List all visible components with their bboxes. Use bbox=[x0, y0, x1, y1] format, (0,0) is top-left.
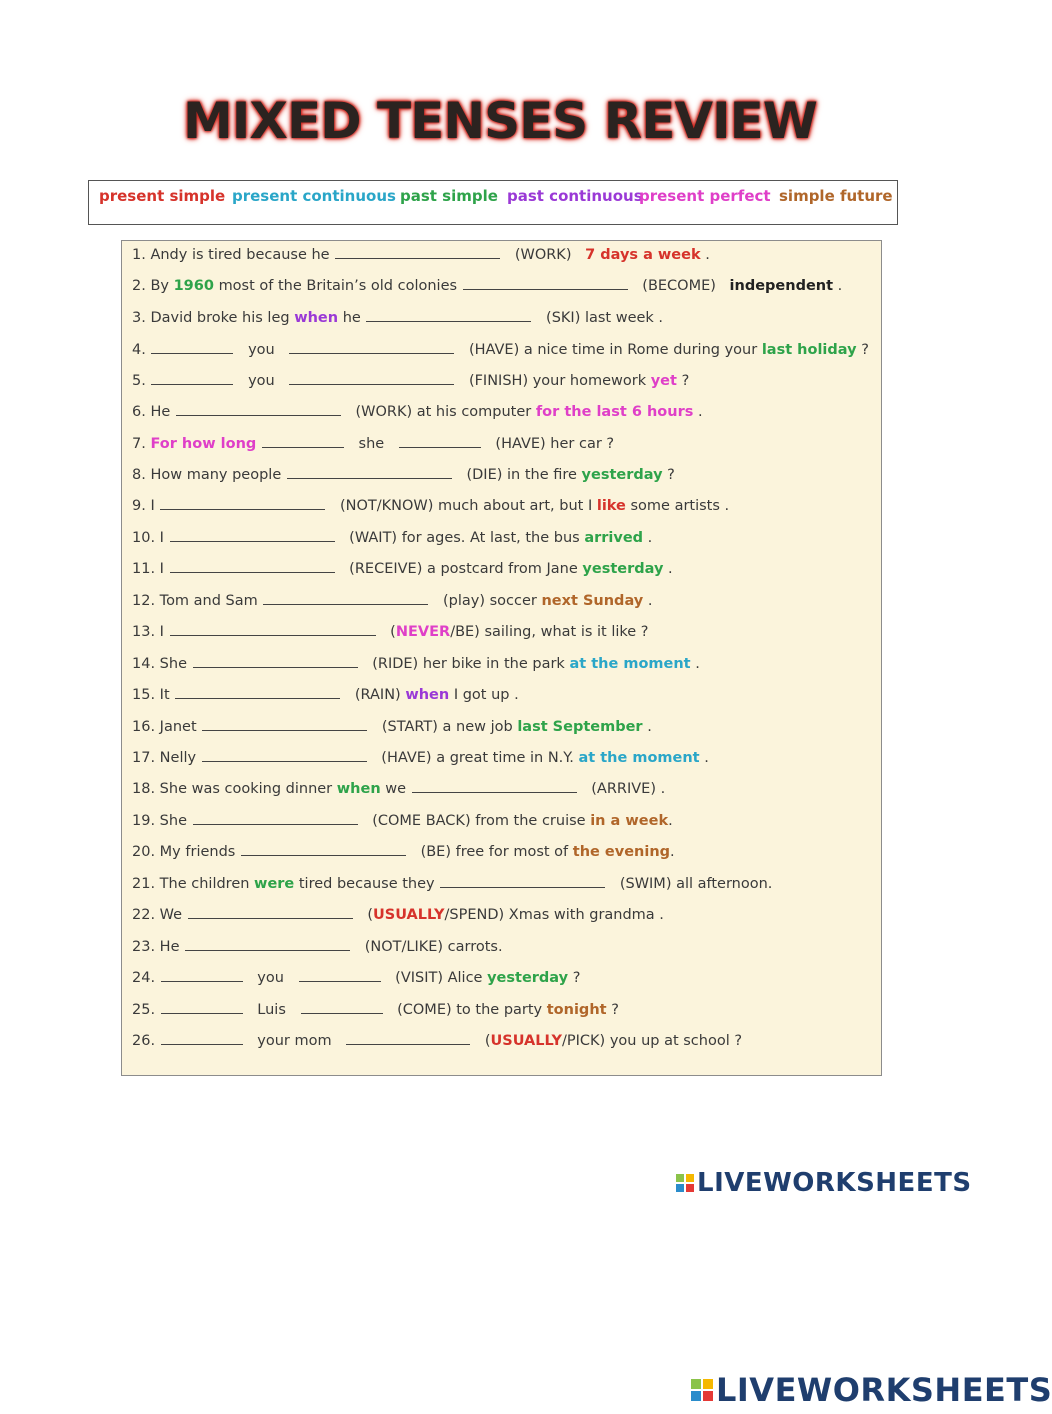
time-expression: tonight bbox=[546, 1002, 607, 1018]
item-number: 23. bbox=[132, 939, 156, 955]
item-text: ? bbox=[667, 467, 675, 483]
item-text: I bbox=[159, 561, 164, 577]
legend-simple-future: simple future bbox=[779, 187, 893, 205]
verb-cue: ( bbox=[484, 1033, 491, 1049]
exercise-item-26 bbox=[132, 1029, 742, 1053]
verb-cue: (RIDE) her bike in the park bbox=[372, 656, 565, 672]
answer-blank[interactable] bbox=[170, 621, 376, 636]
item-text: . bbox=[697, 404, 703, 420]
keyword: USUALLY bbox=[490, 1033, 563, 1049]
legend-present-continuous: present continuous bbox=[232, 187, 396, 205]
exercise-item-11 bbox=[132, 557, 673, 581]
exercise-item-14 bbox=[132, 652, 700, 676]
exercise-item-18 bbox=[132, 777, 665, 801]
item-text: . bbox=[705, 247, 710, 263]
item-number: 8. bbox=[132, 467, 146, 483]
item-number: 2. bbox=[132, 278, 146, 294]
verb-cue: (WORK) bbox=[514, 247, 572, 263]
verb-cue: (START) a new job bbox=[381, 719, 513, 735]
item-number: 6. bbox=[132, 404, 146, 420]
time-expression: the evening bbox=[572, 844, 671, 860]
verb-cue: /SPEND) Xmas with grandma . bbox=[444, 907, 664, 923]
answer-blank[interactable] bbox=[301, 999, 383, 1014]
verb-cue: (COME BACK) from the cruise bbox=[372, 813, 586, 829]
item-text: . bbox=[647, 719, 652, 735]
exercise-item-9 bbox=[132, 494, 729, 518]
item-text: ? bbox=[681, 373, 690, 389]
item-text: tired because they bbox=[298, 876, 435, 892]
item-number: 11. bbox=[132, 561, 156, 577]
answer-blank[interactable] bbox=[262, 433, 344, 448]
time-expression: at the moment bbox=[578, 750, 700, 766]
exercise-item-15 bbox=[132, 683, 519, 707]
answer-blank[interactable] bbox=[160, 495, 325, 510]
time-expression: yesterday bbox=[582, 561, 664, 577]
item-text: I bbox=[159, 530, 164, 546]
answer-blank[interactable] bbox=[263, 590, 428, 605]
keyword: independent bbox=[729, 278, 834, 294]
exercise-item-2 bbox=[132, 274, 842, 298]
verb-cue: ( bbox=[390, 624, 396, 640]
answer-blank[interactable] bbox=[366, 307, 531, 322]
verb-cue: (WORK) at his computer bbox=[355, 404, 532, 420]
liveworksheets-logo-icon bbox=[691, 1379, 713, 1401]
answer-blank[interactable] bbox=[463, 275, 628, 290]
verb-cue: /BE) sailing, what is it like ? bbox=[450, 624, 649, 640]
logo-text: LIVEWORKSHEETS bbox=[697, 1168, 972, 1198]
item-text: She bbox=[159, 656, 187, 672]
verb-cue: (BECOME) bbox=[642, 278, 716, 294]
item-text: . bbox=[668, 813, 673, 829]
keyword: NEVER bbox=[395, 624, 451, 640]
exercise-item-5 bbox=[132, 369, 689, 393]
liveworksheets-logo-large bbox=[691, 1371, 1052, 1409]
time-expression: yet bbox=[650, 373, 677, 389]
exercise-item-4 bbox=[132, 338, 869, 362]
item-text: . bbox=[668, 561, 673, 577]
answer-blank[interactable] bbox=[289, 339, 454, 354]
item-text: you bbox=[248, 342, 275, 358]
keyword: like bbox=[596, 498, 626, 514]
item-text: . bbox=[704, 750, 709, 766]
exercise-item-21 bbox=[132, 872, 772, 896]
verb-cue: (RECEIVE) a postcard from Jane bbox=[349, 561, 578, 577]
item-text: ? bbox=[611, 1002, 619, 1018]
verb-cue: (RAIN) bbox=[354, 687, 401, 703]
verb-cue: (ARRIVE) . bbox=[591, 781, 666, 797]
logo-text: LIVEWORKSHEETS bbox=[716, 1371, 1052, 1409]
item-text: . bbox=[647, 530, 653, 546]
item-number: 12. bbox=[132, 593, 156, 609]
answer-blank[interactable] bbox=[202, 716, 367, 731]
worksheet-title: MIXED TENSES REVIEW bbox=[183, 92, 817, 150]
item-text: I got up . bbox=[453, 687, 519, 703]
item-number: 22. bbox=[132, 907, 156, 923]
time-expression: 1960 bbox=[173, 278, 214, 294]
item-number: 26. bbox=[132, 1033, 156, 1049]
item-text: we bbox=[385, 781, 407, 797]
time-expression: last holiday bbox=[761, 342, 857, 358]
answer-blank[interactable] bbox=[202, 747, 367, 762]
answer-blank[interactable] bbox=[176, 401, 341, 416]
answer-blank[interactable] bbox=[193, 810, 358, 825]
exercise-item-24 bbox=[132, 966, 580, 990]
item-text: It bbox=[159, 687, 170, 703]
exercise-item-13 bbox=[132, 620, 649, 644]
answer-blank[interactable] bbox=[399, 433, 481, 448]
keyword: USUALLY bbox=[372, 907, 445, 923]
exercise-item-3 bbox=[132, 306, 663, 330]
exercise-item-25 bbox=[132, 998, 619, 1022]
item-text: She was cooking dinner bbox=[159, 781, 333, 797]
verb-cue: (NOT/KNOW) much about art, but I bbox=[339, 498, 593, 514]
answer-blank[interactable] bbox=[175, 684, 340, 699]
time-expression: in a week bbox=[590, 813, 669, 829]
item-text: David broke his leg bbox=[150, 310, 290, 326]
answer-blank[interactable] bbox=[161, 999, 243, 1014]
time-expression: yesterday bbox=[581, 467, 663, 483]
verb-cue: (NOT/LIKE) carrots. bbox=[364, 939, 503, 955]
item-text: By bbox=[150, 278, 169, 294]
time-expression: yesterday bbox=[487, 970, 569, 986]
tense-legend bbox=[88, 180, 898, 225]
item-text: Tom and Sam bbox=[159, 593, 258, 609]
answer-blank[interactable] bbox=[170, 527, 335, 542]
item-text: he bbox=[342, 310, 361, 326]
item-number: 5. bbox=[132, 373, 146, 389]
time-expression: when bbox=[405, 687, 450, 703]
answer-blank[interactable] bbox=[335, 244, 500, 259]
item-text: ? bbox=[572, 970, 581, 986]
exercise-item-10 bbox=[132, 526, 652, 550]
item-text: ? bbox=[861, 342, 869, 358]
verb-cue: (HAVE) a nice time in Rome during your bbox=[468, 342, 758, 358]
item-text: . bbox=[695, 656, 700, 672]
exercise-item-22 bbox=[132, 903, 664, 927]
verb-cue: (FINISH) your homework bbox=[468, 373, 647, 389]
verb-cue: (DIE) in the fire bbox=[466, 467, 577, 483]
time-expression: at the moment bbox=[569, 656, 691, 672]
liveworksheets-logo-icon bbox=[676, 1174, 694, 1192]
item-text: . bbox=[647, 593, 653, 609]
item-text: some artists . bbox=[630, 498, 730, 514]
item-number: 24. bbox=[132, 970, 156, 986]
answer-blank[interactable] bbox=[151, 339, 233, 354]
item-number: 13. bbox=[132, 624, 156, 640]
exercise-item-1 bbox=[132, 243, 710, 267]
item-number: 10. bbox=[132, 530, 156, 546]
answer-blank[interactable] bbox=[170, 558, 335, 573]
answer-blank[interactable] bbox=[188, 904, 353, 919]
answer-blank[interactable] bbox=[289, 370, 454, 385]
item-text: How many people bbox=[150, 467, 282, 483]
exercise-item-17 bbox=[132, 746, 709, 770]
exercise-item-8 bbox=[132, 463, 675, 487]
item-number: 3. bbox=[132, 310, 146, 326]
answer-blank[interactable] bbox=[412, 778, 577, 793]
verb-cue: (SWIM) all afternoon. bbox=[619, 876, 773, 892]
item-text: Nelly bbox=[159, 750, 197, 766]
item-text: My friends bbox=[159, 844, 236, 860]
legend-present-perfect: present perfect bbox=[639, 187, 771, 205]
item-number: 4. bbox=[132, 342, 146, 358]
keyword: were bbox=[254, 876, 295, 892]
item-text: Andy is tired because he bbox=[150, 247, 330, 263]
verb-cue: (COME) to the party bbox=[397, 1002, 543, 1018]
time-expression: last September bbox=[517, 719, 643, 735]
item-text: she bbox=[358, 436, 385, 452]
keyword: arrived bbox=[584, 530, 644, 546]
answer-blank[interactable] bbox=[241, 841, 406, 856]
answer-blank[interactable] bbox=[151, 370, 233, 385]
item-number: 20. bbox=[132, 844, 156, 860]
verb-cue: ( bbox=[367, 907, 373, 923]
answer-blank[interactable] bbox=[346, 1030, 470, 1045]
answer-blank[interactable] bbox=[440, 873, 605, 888]
item-text: most of the Britain’s old colonies bbox=[218, 278, 458, 294]
item-text: you bbox=[248, 373, 275, 389]
item-text: you bbox=[257, 970, 284, 986]
exercise-item-6 bbox=[132, 400, 703, 424]
item-text: He bbox=[159, 939, 180, 955]
item-text: Luis bbox=[257, 1002, 286, 1018]
item-number: 25. bbox=[132, 1002, 156, 1018]
item-text: . bbox=[670, 844, 675, 860]
time-expression: For how long bbox=[150, 436, 257, 452]
item-text: She bbox=[159, 813, 187, 829]
item-number: 7. bbox=[132, 436, 146, 452]
time-expression: when bbox=[336, 781, 381, 797]
item-number: 19. bbox=[132, 813, 156, 829]
time-expression: for the last 6 hours bbox=[535, 404, 694, 420]
item-number: 1. bbox=[132, 247, 146, 263]
item-number: 15. bbox=[132, 687, 156, 703]
time-expression: when bbox=[294, 310, 339, 326]
time-expression: next Sunday bbox=[541, 593, 644, 609]
time-expression: 7 days a week bbox=[585, 247, 701, 263]
verb-cue: (HAVE) her car ? bbox=[495, 436, 615, 452]
exercise-item-20 bbox=[132, 840, 675, 864]
legend-past-continuous: past continuous bbox=[507, 187, 643, 205]
answer-blank[interactable] bbox=[161, 1030, 243, 1045]
liveworksheets-logo-small bbox=[676, 1168, 972, 1198]
exercise-item-23 bbox=[132, 935, 503, 959]
answer-blank[interactable] bbox=[287, 464, 452, 479]
answer-blank[interactable] bbox=[185, 936, 350, 951]
exercise-item-16 bbox=[132, 715, 652, 739]
item-number: 9. bbox=[132, 498, 146, 514]
item-number: 14. bbox=[132, 656, 156, 672]
item-text: Janet bbox=[159, 719, 197, 735]
item-text: He bbox=[150, 404, 171, 420]
answer-blank[interactable] bbox=[299, 967, 381, 982]
legend-past-simple: past simple bbox=[400, 187, 498, 205]
item-text: The children bbox=[159, 876, 250, 892]
verb-cue: (VISIT) Alice bbox=[395, 970, 483, 986]
verb-cue: (BE) free for most of bbox=[420, 844, 569, 860]
exercise-item-19 bbox=[132, 809, 673, 833]
item-text: We bbox=[159, 907, 183, 923]
answer-blank[interactable] bbox=[161, 967, 243, 982]
verb-cue: (SKI) last week . bbox=[546, 310, 664, 326]
exercise-item-12 bbox=[132, 589, 652, 613]
verb-cue: /PICK) you up at school ? bbox=[562, 1033, 743, 1049]
item-number: 17. bbox=[132, 750, 156, 766]
item-text: I bbox=[150, 498, 155, 514]
verb-cue: (play) soccer bbox=[443, 593, 537, 609]
item-text: your mom bbox=[257, 1033, 332, 1049]
item-text: . bbox=[837, 278, 843, 294]
item-number: 21. bbox=[132, 876, 156, 892]
exercise-item-7 bbox=[132, 432, 614, 456]
legend-present-simple: present simple bbox=[99, 187, 226, 205]
item-number: 16. bbox=[132, 719, 156, 735]
verb-cue: (HAVE) a great time in N.Y. bbox=[381, 750, 574, 766]
item-number: 18. bbox=[132, 781, 156, 797]
verb-cue: (WAIT) for ages. At last, the bus bbox=[349, 530, 580, 546]
item-text: I bbox=[159, 624, 164, 640]
answer-blank[interactable] bbox=[193, 653, 358, 668]
